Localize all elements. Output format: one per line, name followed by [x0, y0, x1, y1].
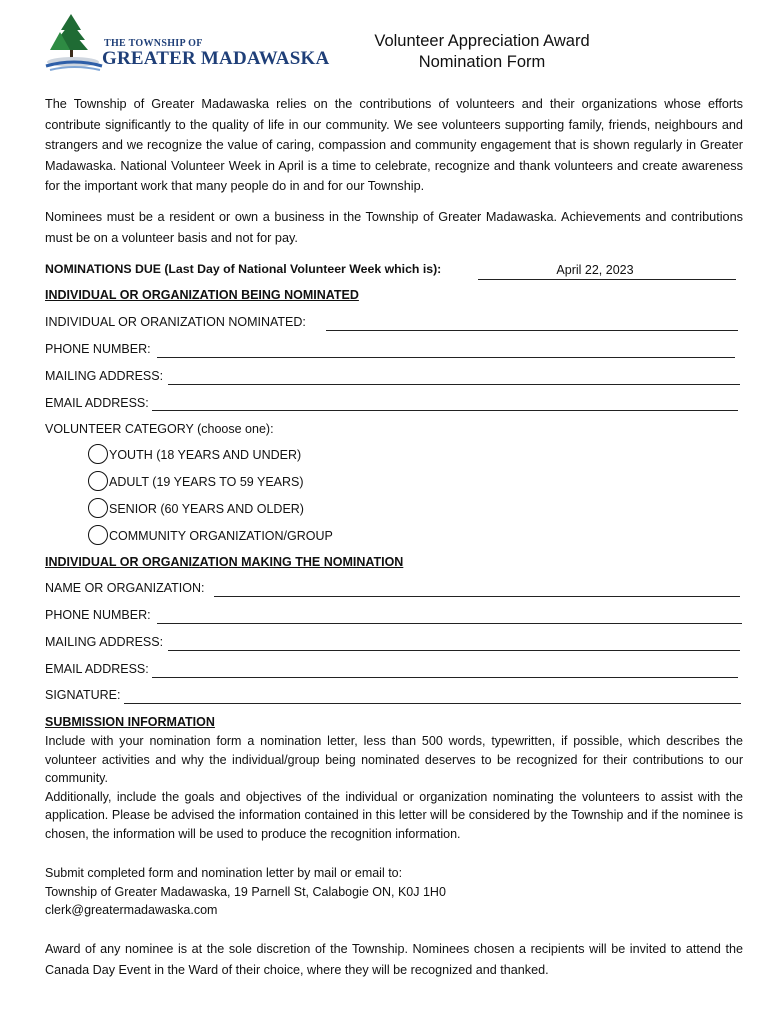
volunteer-category-label: VOLUNTEER CATEGORY (choose one):	[45, 422, 274, 436]
due-date-field[interactable]	[478, 261, 736, 280]
award-paragraph: Award of any nominee is at the sole discretion of the Township. Nominees chosen a recipients will be invited to attend the Canada Day Event in the Ward of their choice, where they will be recognized and thanked.	[45, 942, 743, 977]
submit-email: clerk@greatermadawaska.com	[45, 903, 218, 918]
nominee-mailing-field[interactable]	[168, 384, 740, 385]
nominee-phone-field[interactable]	[157, 357, 735, 358]
intro-paragraph: The Township of Greater Madawaska relies on the contributions of volunteers and their organizations whose efforts contribute significantly to the quality of life in our community. We see volunteers supporting family, friends, neighbours and strangers and we recognize the value of caring, compassion and community engagement that is shown regularly in Greater Madawaska. National Volunteer Week in April is a time to celebrate, recognize and thank volunteers and create awareness for the important work that many people do in and for our Township.	[45, 97, 743, 193]
due-label: NOMINATIONS DUE (Last Day of National Volunteer Week which is):	[45, 262, 442, 276]
nominator-phone-field[interactable]	[157, 623, 742, 624]
nominee-name-label: INDIVIDUAL OR ORANIZATION NOMINATED:	[45, 315, 306, 329]
nominator-mailing-label: MAILING ADDRESS:	[45, 635, 164, 649]
submission-paragraph-1: Include with your nomination form a nomination letter, less than 500 words, typewritten, if possible, which describes the volunteer activities and why the individual/group being nominated deserves to be recognized for their contributions to our community.	[45, 734, 743, 786]
nominator-mailing-field[interactable]	[168, 650, 740, 651]
nominator-name-field[interactable]	[214, 596, 740, 597]
eligibility-paragraph: Nominees must be a resident or own a business in the Township of Greater Madawaska. Achievements and contributions must be on a volunteer basis and not for pay.	[45, 210, 743, 245]
form-title-line-2: Nomination Form	[418, 53, 546, 71]
logo-line-2: GREATER MADAWASKA	[102, 48, 330, 69]
submission-paragraph-2: Additionally, include the goals and objectives of the individual or organization nominating the volunteers to assist with the application. Please be advised the information contained in this letter will be considered by the Township and if the nominee is chosen, the information will be used to produce the recognition information.	[45, 789, 743, 841]
nominator-name-label: NAME OR ORGANIZATION:	[45, 581, 205, 595]
category-label: COMMUNITY ORGANIZATION/GROUP	[109, 529, 333, 543]
radio-circle-icon[interactable]	[88, 498, 108, 518]
radio-circle-icon[interactable]	[88, 525, 108, 545]
nominator-email-label: EMAIL ADDRESS:	[45, 662, 149, 676]
submit-instructions	[45, 864, 743, 920]
tree-logo-icon	[44, 12, 104, 74]
category-label: ADULT (19 YEARS TO 59 YEARS)	[109, 475, 304, 489]
signature-field[interactable]	[124, 703, 741, 704]
signature-label: SIGNATURE:	[45, 688, 121, 702]
category-label: SENIOR (60 YEARS AND OLDER)	[109, 502, 304, 516]
submit-line-1: Submit completed form and nomination letter by mail or email to:	[45, 866, 403, 880]
due-date-value: April 22, 2023	[556, 263, 634, 277]
nominator-email-field[interactable]	[152, 677, 738, 678]
nominee-email-field[interactable]	[152, 410, 738, 411]
township-logo	[44, 12, 334, 74]
submit-address: Township of Greater Madawaska, 19 Parnell St, Calabogie ON, K0J 1H0	[45, 884, 446, 899]
nominee-heading: INDIVIDUAL OR ORGANIZATION BEING NOMINATED	[45, 288, 359, 302]
form-title	[350, 31, 614, 73]
nominator-heading: INDIVIDUAL OR ORGANIZATION MAKING THE NOMINATION	[45, 555, 404, 569]
submission-heading: SUBMISSION INFORMATION	[45, 715, 215, 729]
form-title-line-1: Volunteer Appreciation Award	[374, 32, 590, 50]
nominee-mailing-label: MAILING ADDRESS:	[45, 369, 164, 383]
nominee-email-label: EMAIL ADDRESS:	[45, 396, 149, 410]
nominee-name-field[interactable]	[326, 330, 738, 331]
category-label: YOUTH (18 YEARS AND UNDER)	[109, 448, 302, 462]
radio-circle-icon[interactable]	[88, 444, 108, 464]
radio-circle-icon[interactable]	[88, 471, 108, 491]
submission-body	[45, 732, 743, 844]
nominator-phone-label: PHONE NUMBER:	[45, 608, 151, 622]
nominee-phone-label: PHONE NUMBER:	[45, 342, 151, 356]
logo-line-1: THE TOWNSHIP OF	[104, 38, 203, 49]
